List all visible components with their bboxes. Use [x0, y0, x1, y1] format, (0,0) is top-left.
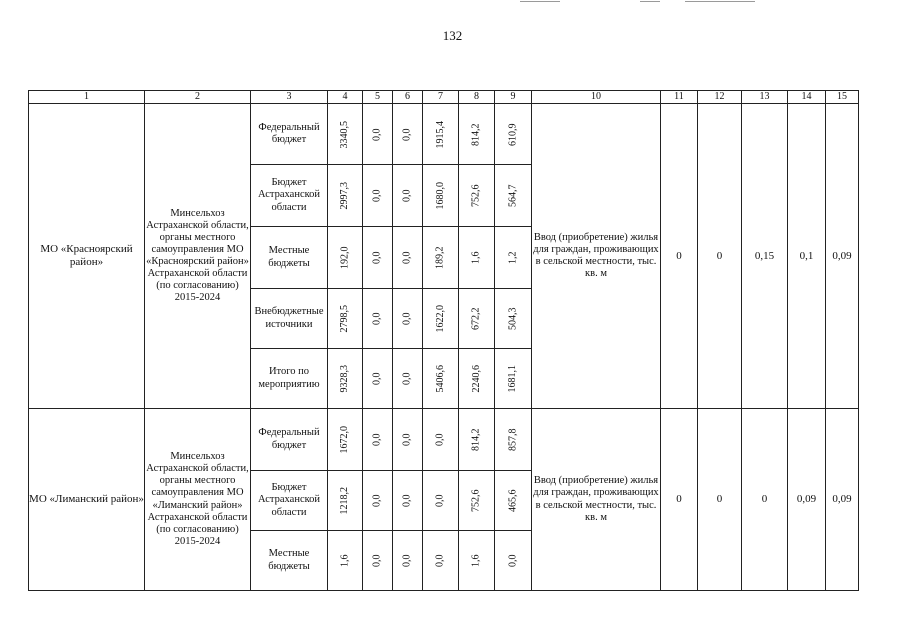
amount-cell — [495, 227, 532, 289]
amount-cell — [495, 409, 532, 471]
amount-cell — [328, 349, 363, 409]
column-number: 9 — [495, 91, 532, 104]
amount-value: 0,0 — [401, 128, 413, 141]
amount-cell — [393, 349, 423, 409]
column-number: 2 — [145, 91, 251, 104]
amount-value: 1,6 — [470, 251, 482, 265]
amount-cell — [328, 409, 363, 471]
funding-source: Федеральный бюджет — [251, 104, 328, 165]
column-number: 14 — [788, 91, 826, 104]
amount-cell — [423, 227, 459, 289]
amount-cell — [328, 227, 363, 289]
column-number: 7 — [423, 91, 459, 104]
indicator-cell: Ввод (приобретение) жилья для граждан, проживающих в сельской местности, тыс. кв. м — [532, 104, 661, 409]
amount-cell — [393, 409, 423, 471]
amount-cell — [328, 289, 363, 349]
amount-value: 0,0 — [401, 251, 413, 265]
amount-value: 465,6 — [507, 489, 519, 513]
amount-value: 0,0 — [371, 433, 383, 447]
indicator-value: 0 — [698, 409, 742, 591]
amount-value: 1622,0 — [434, 305, 446, 333]
amount-cell — [423, 409, 459, 471]
indicator-value: 0,09 — [826, 104, 859, 409]
amount-cell — [393, 104, 423, 165]
amount-value: 0,0 — [371, 128, 383, 141]
column-number: 5 — [363, 91, 393, 104]
amount-value: 2240,6 — [470, 365, 482, 393]
amount-cell — [393, 289, 423, 349]
budget-row — [29, 409, 859, 471]
amount-value: 5406,6 — [434, 365, 446, 393]
amount-cell — [423, 104, 459, 165]
amount-cell — [328, 165, 363, 227]
amount-value: 1218,2 — [339, 487, 351, 515]
budget-row — [29, 104, 859, 165]
amount-value: 610,9 — [507, 123, 519, 146]
amount-cell — [393, 471, 423, 531]
funding-source: Местные бюджеты — [251, 227, 328, 289]
amount-cell — [423, 471, 459, 531]
amount-value: 0,0 — [371, 312, 383, 326]
amount-value: 814,2 — [470, 123, 482, 146]
column-number: 13 — [742, 91, 788, 104]
amount-value: 3340,5 — [339, 120, 351, 149]
amount-value: 1672,0 — [339, 426, 351, 454]
funding-source: Внебюджетные источники — [251, 289, 328, 349]
amount-cell — [363, 227, 393, 289]
amount-cell — [495, 165, 532, 227]
amount-value: 564,7 — [507, 184, 519, 208]
amount-cell — [363, 165, 393, 227]
column-number: 6 — [393, 91, 423, 104]
amount-cell — [423, 289, 459, 349]
column-number: 1 — [29, 91, 145, 104]
column-number: 12 — [698, 91, 742, 104]
page-number: 132 — [442, 28, 463, 43]
amount-value: 0,0 — [507, 554, 519, 568]
amount-cell — [495, 289, 532, 349]
amount-value: 0,0 — [371, 372, 383, 386]
funding-source: Бюджет Астраханской области — [251, 471, 328, 531]
amount-cell — [393, 531, 423, 591]
funding-source: Федеральный бюджет — [251, 409, 328, 471]
budget-table — [28, 90, 859, 591]
amount-cell — [459, 471, 495, 531]
indicator-value: 0,15 — [742, 104, 788, 409]
amount-cell — [363, 531, 393, 591]
amount-cell — [363, 349, 393, 409]
amount-cell — [459, 227, 495, 289]
indicator-cell: Ввод (приобретение) жилья для граждан, проживающих в сельской местности, тыс. кв. м — [532, 409, 661, 591]
amount-cell — [393, 165, 423, 227]
amount-cell — [459, 165, 495, 227]
column-number: 3 — [251, 91, 328, 104]
amount-value: 0,0 — [401, 189, 413, 203]
amount-value: 0,0 — [401, 372, 413, 386]
amount-value: 1,6 — [339, 554, 351, 568]
responsible-cell: Минсельхоз Астраханской области, органы местного самоуправления МО «Лиманский район» Астраханской области (по согласованию) 2015-2024 — [145, 409, 251, 591]
amount-cell — [459, 349, 495, 409]
amount-cell — [423, 349, 459, 409]
column-number-row — [29, 91, 859, 104]
amount-value: 1,2 — [507, 251, 519, 265]
amount-value: 752,6 — [470, 184, 482, 208]
scan-edge-mark — [685, 1, 755, 2]
amount-cell — [459, 104, 495, 165]
amount-value: 0,0 — [401, 494, 413, 508]
amount-cell — [393, 227, 423, 289]
amount-value: 0,0 — [434, 433, 446, 447]
amount-value: 0,0 — [401, 554, 413, 568]
amount-value: 504,3 — [507, 307, 519, 331]
amount-value: 192,0 — [339, 246, 351, 270]
amount-cell — [459, 289, 495, 349]
municipality-cell: МО «Лиманский район» — [29, 409, 145, 591]
amount-value: 189,2 — [434, 246, 446, 270]
amount-cell — [495, 471, 532, 531]
scan-edge-mark — [520, 1, 560, 2]
amount-cell — [328, 104, 363, 165]
amount-cell — [495, 104, 532, 165]
funding-source: Итого по мероприятию — [251, 349, 328, 409]
municipality-cell: МО «Красноярский район» — [29, 104, 145, 409]
scan-edge-mark — [640, 1, 660, 2]
amount-value: 0,0 — [371, 494, 383, 508]
funding-source: Бюджет Астраханской области — [251, 165, 328, 227]
amount-cell — [495, 349, 532, 409]
amount-cell — [459, 531, 495, 591]
amount-value: 814,2 — [470, 428, 482, 452]
amount-cell — [363, 471, 393, 531]
amount-value: 752,6 — [470, 489, 482, 513]
column-number: 10 — [532, 91, 661, 104]
amount-cell — [363, 104, 393, 165]
amount-value: 0,0 — [434, 554, 446, 568]
amount-value: 2798,5 — [339, 305, 351, 333]
amount-cell — [423, 531, 459, 591]
amount-value: 0,0 — [434, 494, 446, 508]
amount-cell — [495, 531, 532, 591]
indicator-value: 0 — [698, 104, 742, 409]
column-number: 15 — [826, 91, 859, 104]
amount-cell — [363, 289, 393, 349]
amount-value: 0,0 — [401, 312, 413, 326]
amount-cell — [459, 409, 495, 471]
responsible-cell: Минсельхоз Астраханской области, органы местного самоуправления МО «Красноярский район» Астраханской области (по согласованию) 2015-2024 — [145, 104, 251, 409]
amount-value: 1681,1 — [507, 365, 519, 393]
indicator-value: 0,09 — [826, 409, 859, 591]
indicator-value: 0 — [661, 104, 698, 409]
amount-value: 857,8 — [507, 428, 519, 452]
amount-value: 9328,3 — [339, 365, 351, 393]
indicator-value: 0,1 — [788, 104, 826, 409]
amount-cell — [328, 471, 363, 531]
amount-value: 1680,0 — [434, 182, 446, 210]
amount-value: 672,2 — [470, 307, 482, 331]
column-number: 4 — [328, 91, 363, 104]
amount-cell — [328, 531, 363, 591]
column-number: 8 — [459, 91, 495, 104]
indicator-value: 0,09 — [788, 409, 826, 591]
amount-value: 1915,4 — [434, 120, 446, 149]
indicator-value: 0 — [661, 409, 698, 591]
amount-value: 2997,3 — [339, 182, 351, 210]
amount-cell — [363, 409, 393, 471]
indicator-value: 0 — [742, 409, 788, 591]
amount-value: 0,0 — [371, 251, 383, 265]
amount-cell — [423, 165, 459, 227]
amount-value: 0,0 — [371, 554, 383, 568]
amount-value: 0,0 — [401, 433, 413, 447]
amount-value: 0,0 — [371, 189, 383, 203]
amount-value: 1,6 — [470, 554, 482, 568]
column-number: 11 — [661, 91, 698, 104]
funding-source: Местные бюджеты — [251, 531, 328, 591]
